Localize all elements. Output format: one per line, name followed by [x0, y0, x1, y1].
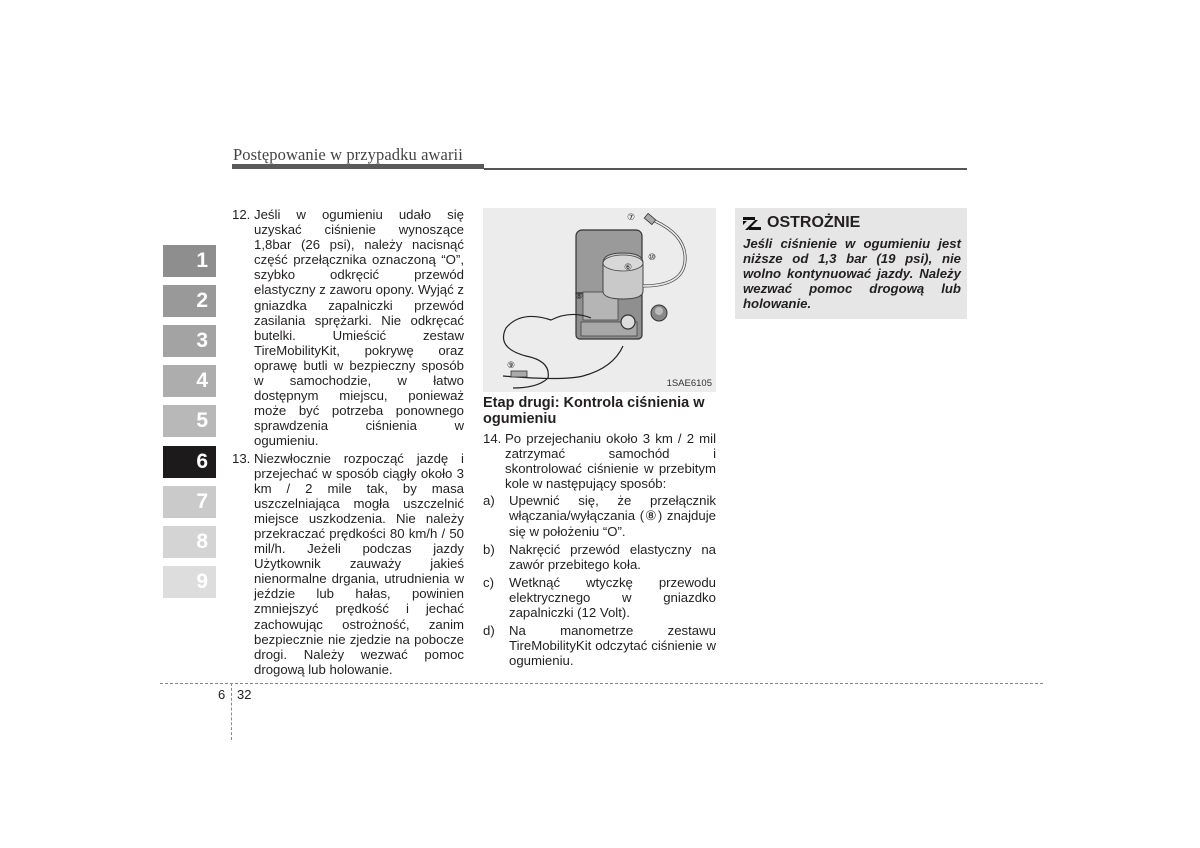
chapter-tab-4[interactable]: 4 — [163, 365, 216, 397]
item-text: Po przejechaniu około 3 km / 2 mil zatrzymać samochód i skontrolować ciśnienie w przebitym kole w następujący sposób: — [505, 431, 716, 492]
caution-text: Jeśli ciśnienie w ogumieniu jest niższe od 1,3 bar (19 psi), nie wolno kontynuować jazdy. Należy wezwać pomoc drogową lub holowanie. — [743, 236, 961, 312]
tire-kit-illustration — [483, 208, 716, 392]
middle-column — [483, 395, 716, 671]
header-rule — [484, 168, 967, 170]
chapter-tab-5[interactable]: 5 — [163, 405, 216, 437]
subitem-d — [483, 623, 716, 668]
callout-9: ⑨ — [507, 361, 516, 371]
subitem-text: Nakręcić przewód elastyczny na zawór przebitego koła. — [509, 541, 716, 572]
subitem-letter: b) — [483, 541, 495, 557]
callout-8: ⑧ — [575, 292, 584, 302]
list-item-12 — [232, 207, 464, 449]
subitem-text: Na manometrze zestawu TireMobilityKit odczytać ciśnienie w ogumieniu. — [509, 623, 716, 669]
callout-7: ⑦ — [627, 213, 636, 223]
subitem-b — [483, 542, 716, 572]
caution-header — [743, 214, 860, 232]
subitem-letter: d) — [483, 623, 495, 639]
caution-title: OSTROŻNIE — [767, 214, 861, 231]
footer-rule — [160, 683, 1043, 684]
header-bar — [232, 164, 484, 169]
subitem-letter: c) — [483, 574, 494, 590]
subitem-c — [483, 575, 716, 620]
chapter-tab-8[interactable]: 8 — [163, 526, 216, 558]
item-number: 14. — [483, 431, 502, 446]
left-column — [232, 207, 464, 679]
chapter-tab-9[interactable]: 9 — [163, 566, 216, 598]
subitem-a — [483, 493, 716, 538]
chapter-tab-6-active[interactable]: 6 — [163, 446, 216, 478]
list-item-13 — [232, 451, 464, 677]
figure-code: 1SAE6105 — [666, 378, 712, 389]
callout-10: ⑩ — [648, 253, 657, 263]
section-title: Postępowanie w przypadku awarii — [233, 145, 463, 164]
chapter-tab-2[interactable]: 2 — [163, 285, 216, 317]
item-text: Niezwłocznie rozpocząć jazdę i przejechać w sposób ciągły około 3 km / 2 mile tak, by masa uszczelniająca mogła uszczelnić miejsce uszkodzenia. Nie należy przekraczać prędkości 80 km/h / 50 mil/h. Jeżeli podczas jazdy Użytkownik zauważy jakieś nienormalne drgania, utrudnienia w jeździe lub hałas, powinien zmniejszyć prędkość i jechać zachowując ostrożność, zanim bezpiecznie nie zjedzie na pobocze drogi. Należy wezwać pomoc drogową lub holowanie. — [254, 450, 464, 677]
chapter-tab-7[interactable]: 7 — [163, 486, 216, 518]
section-heading: Etap drugi: Kontrola ciśnienia w ogumieniu — [483, 395, 705, 427]
caution-slash-icon — [743, 217, 761, 230]
item-text: Jeśli w ogumieniu udało się uzyskać ciśnienie wynoszące 1,8bar (26 psi), należy nacisnąć część przełącznika oznaczoną “O”, szybko odkręcić przewód elastyczny z zaworu opony. Wyjąć z gniazdka zapalniczki przewód zasilania sprężarki. Nie odkręcać butelki. Umieścić zestaw TireMobilityKit, pokrywę oraz oprawę butli w bezpieczny sposób w samochodzie, w łatwo dostępnym miejscu, ponieważ może być potrzeba ponownego sprawdzenia ciśnienia w ogumieniu. — [254, 207, 464, 449]
footer-divider — [231, 683, 232, 740]
chapter-tab-3[interactable]: 3 — [163, 325, 216, 357]
chapter-tab-1[interactable]: 1 — [163, 245, 216, 277]
item-number: 13. — [232, 450, 251, 466]
tire-mobility-kit-icon — [483, 208, 716, 392]
callout-6: ⑥ — [624, 263, 633, 273]
caution-box — [735, 208, 967, 319]
footer-page-number: 32 — [237, 687, 252, 702]
item-number: 12. — [232, 207, 251, 222]
subitem-text: Wetknąć wtyczkę przewodu elektrycznego w gniazdko zapalniczki (12 Volt). — [509, 574, 716, 621]
subitem-text: Upewnić się, że przełącznik włączania/wyłączania (⑧) znajduje się w położeniu “O”. — [509, 493, 716, 539]
footer-chapter-number: 6 — [218, 687, 226, 702]
subitem-letter: a) — [483, 493, 495, 509]
list-item-14 — [483, 431, 716, 491]
